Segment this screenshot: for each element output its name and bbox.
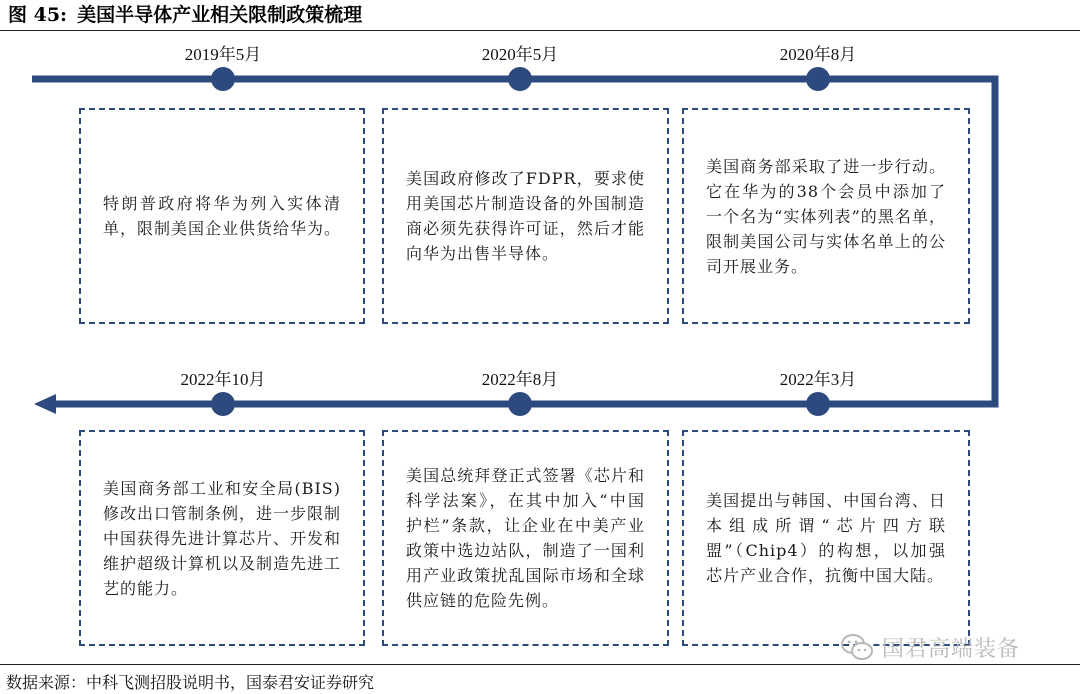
timeline-dot-2020-08 xyxy=(806,67,830,91)
figure-label: 图 45: xyxy=(8,4,68,26)
timeline-dot-2022-08 xyxy=(508,392,532,416)
timeline-dot-2022-10 xyxy=(211,392,235,416)
event-text: 美国总统拜登正式签署《芯片和科学法案》，在其中加入“中国护栏”条款，让企业在中美产业政策中选边站队，制造了一国利用产业政策扰乱国际市场和全球供应链的危险先例。 xyxy=(406,466,645,610)
event-text: 美国商务部工业和安全局(BIS)修改出口管制条例，进一步限制中国获得先进计算芯片、开发和维护超级计算机以及制造先进工艺的能力。 xyxy=(103,478,342,598)
event-box xyxy=(79,108,365,324)
event-box xyxy=(682,108,970,324)
timeline-dot-2020-05 xyxy=(508,67,532,91)
date-label: 2020年8月 xyxy=(779,45,857,64)
event-box xyxy=(79,430,365,646)
event-text: 美国政府修改了FDPR，要求使用美国芯片制造设备的外国制造商必须先获得许可证，然后才能向华为出售半导体。 xyxy=(406,169,645,263)
date-label: 2022年10月 xyxy=(180,370,266,389)
watermark-text: 国君高端装备 xyxy=(882,636,1021,662)
event-text: 美国商务部采取了进一步行动。它在华为的38个会员中添加了一个名为“实体列表”的黑名单，限制美国公司与实体名单上的公司开展业务。 xyxy=(706,156,946,276)
timeline-arrowhead xyxy=(34,394,56,414)
date-label: 2022年8月 xyxy=(481,370,559,389)
event-box xyxy=(682,430,970,646)
date-label: 2020年5月 xyxy=(481,45,559,64)
wechat-icon xyxy=(840,632,874,662)
date-label: 2022年3月 xyxy=(779,370,857,389)
event-box xyxy=(382,430,669,646)
timeline-dot-2022-03 xyxy=(806,392,830,416)
event-text: 特朗普政府将华为列入实体清单，限制美国企业供货给华为。 xyxy=(103,194,342,238)
event-text: 美国提出与韩国、中国台湾、日本组成所谓“芯片四方联盟”（Chip4）的构想，以加强芯片产业合作，抗衡中国大陆。 xyxy=(706,491,946,585)
figure-title-text: 美国半导体产业相关限制政策梳理 xyxy=(77,4,363,26)
event-box xyxy=(382,108,669,324)
date-label: 2019年5月 xyxy=(184,45,262,64)
footer-divider xyxy=(0,664,1080,665)
timeline-dot-2019-05 xyxy=(211,67,235,91)
data-source: 数据来源：中科飞测招股说明书，国泰君安证券研究 xyxy=(6,673,375,692)
watermark xyxy=(840,630,1020,664)
